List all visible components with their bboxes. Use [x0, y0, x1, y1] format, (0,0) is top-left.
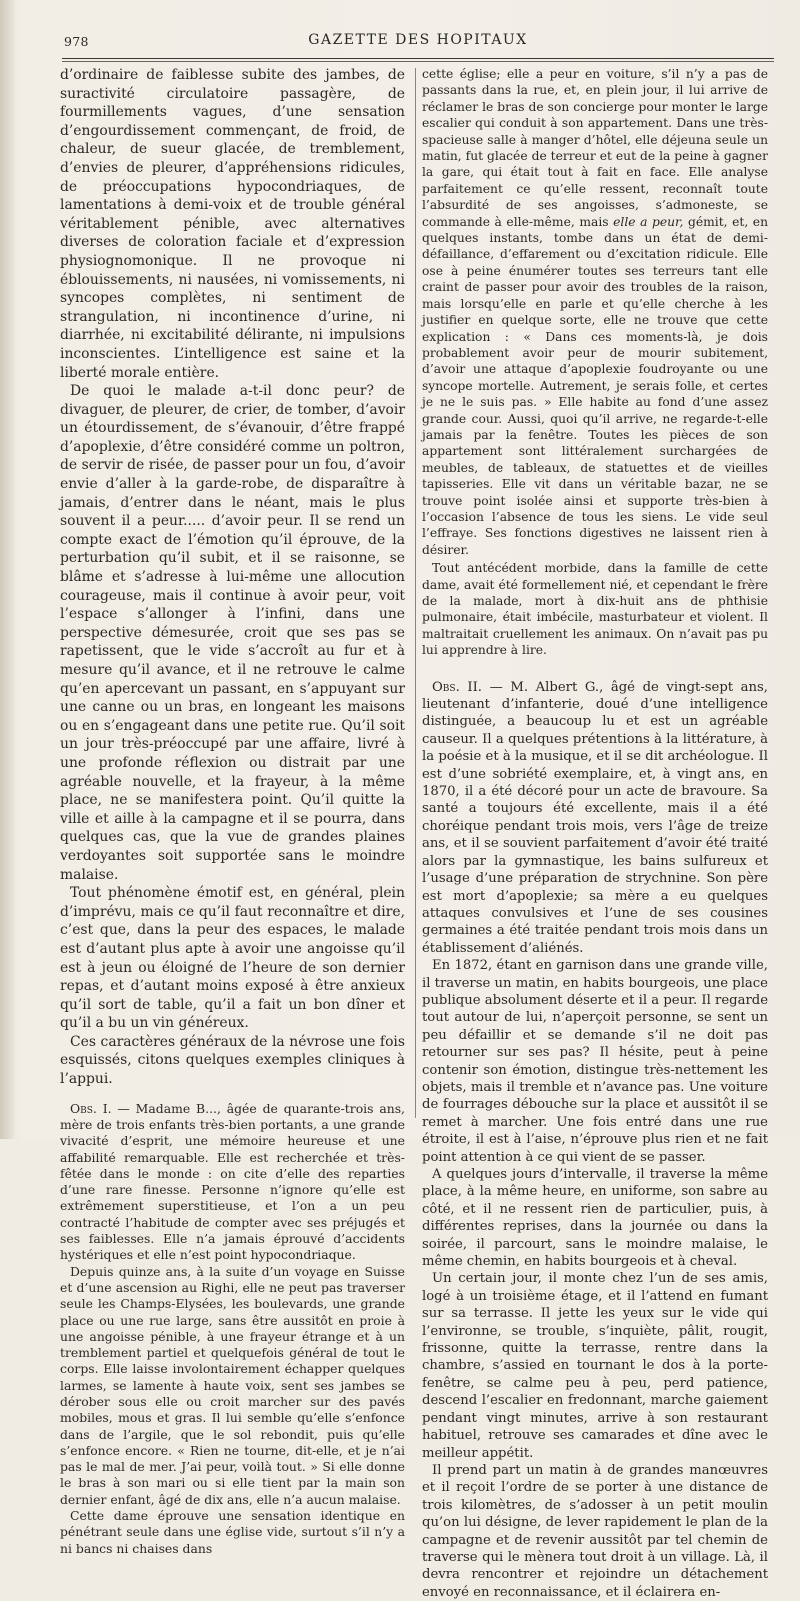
left-column	[60, 66, 405, 1557]
header-rule	[62, 58, 774, 59]
page-number: 978	[64, 34, 89, 49]
paragraph-manoeuvres: Il prend part un matin à de grandes manœuvres et il reçoit l’ordre de se porter à une distance de trois kilomètres, de s’adosser à un petit moulin qu’on lui désigne, de lever rapidement le plan de la campagne et de revenir aussitôt par tel chemin de traverse qui le mènera tout droit à un village. Là, il devra rencontrer et rejoindre un détachement envoyé en reconnaissance, et il éclairera en-	[422, 1462, 768, 1600]
paragraph-fear-of-what: De quoi le malade a-t-il donc peur? de divaguer, de pleurer, de crier, de tomber, d’avoir un étourdissement, de s’évanouir, d’être frappé d’apoplexie, d’être considéré comme un poltron, de servir de risée, de passer pour un fou, d’avoir envie d’aller à la garde-robe, de disparaître à jamais, d’entrer dans le néant, mais le plus souvent il a peur..... d’avoir peur. Il se rend un compte exact de l’émotion qu’il éprouve, de la perturbation qu’il subit, et il se raisonne, se blâme et s’adresse à lui-même une allocution courageuse, mais il continue à avoir peur, voit l’espace s’allonger à l’infini, dans une perspective démesurée, croit que ses pas se rapetissent, que le vide s’accroît au fur et à mesure qu’il avance, et il ne retrouve le calme qu’en apercevant un passant, en s’appuyant sur une canne ou un bras, en longeant les maisons ou en s’engageant dans une petite rue. Qu’il soit un jour très-préoccupé par une affaire, livré à une profonde réflexion ou distrait par une agréable nouvelle, et la frayeur, à la même place, ne se manifestera point. Qu’il quitte la ville et aille à la campagne et il se pourra, dans quelques cas, que la vue de grandes plaines verdoyantes soit supportée sans le moindre malaise.	[60, 383, 405, 883]
paragraph-church-continued	[422, 66, 768, 558]
paragraph-clinical-examples-intro: Ces caractères généraux de la névrose une fois esquissés, citons quelques exemples cliniques à l’appui.	[60, 1033, 405, 1088]
running-title: GAZETTE DES HOPITAUX	[308, 32, 528, 48]
observation-2-label: Obs. II.	[432, 679, 482, 695]
paragraph-terrace: Un certain jour, il monte chez l’un de ses amis, logé à un troisième étage, et il l’attend en fumant sur sa terrasse. Il jette les yeux sur le vide qui l’environne, se trouble, s’inquiète, pâlit, rougit, frissonne, quitte la terrasse, rentre dans la chambre, s’assied en tournant le dos à la porte-fenêtre, se calme peu à peu, perd patience, descend l’escalier en fredonnant, marche gaiement pendant vingt minutes, arrive à son restaurant habituel, retrouve ses camarades et dîne avec le meilleur appétit.	[422, 1271, 768, 1461]
right-column	[422, 66, 768, 1601]
paragraph-empty-church: Cette dame éprouve une sensation identique en pénétrant seule dans une église vide, surtout s’il n’y a ni bancs ni chaises dans	[60, 1508, 405, 1556]
observation-1-label: Obs. I.	[70, 1100, 112, 1116]
header-rule-thin	[62, 61, 774, 62]
paragraph-symptoms: d’ordinaire de faiblesse subite des jambes, de suractivité circulatoire passagère, de fourmillements vagues, d’une sensation d’engourdissement commençant, de froid, de chaleur, de sueur glacée, de tremblement, d’envies de pleurer, d’appréhensions ridicules, de préoccupations hypocondriaques, de lamentations à demi-voix et de trouble général véritablement pénible, avec alternatives diverses de coloration faciale et d’expression physiognomonique. Il ne provoque ni éblouissements, ni nausées, ni vomissements, ni syncopes complètes, ni sentiment de strangulation, ni incontinence d’urine, ni diarrhée, ni excitabilité délirante, ni impulsions inconscientes. L’intelligence est saine et la liberté morale entière.	[60, 67, 405, 381]
paragraph-fifteen-years: Depuis quinze ans, à la suite d’un voyage en Suisse et d’une ascension au Righi, elle ne peut pas traverser seule les Champs-Elysées, les boulevards, une grande place ou une rue large, sans être aussitôt en proie à une angoisse pénible, à une frayeur étrange et à un tremblement partiel et quelquefois général de tout le corps. Elle laisse involontairement échapper quelques larmes, se lamente à haute voix, sent ses jambes se dérober sous elle ou croit marcher sur des pavés mobiles, mous et gras. Il lui semble qu’elle s’enfonce dans de l’argile, que le sol rebondit, puis qu’elle s’enfonce encore. « Rien ne tourne, dit-elle, et je n’ai pas le mal de mer. J’ai peur, voilà tout. » Si elle donne le bras à son mari ou si elle tient par la main son dernier enfant, âgé de dix ans, elle n’a aucun malaise.	[60, 1263, 405, 1507]
binding-edge	[0, 0, 14, 1139]
column-divider	[415, 68, 416, 1118]
paragraph-church-tail: gémit, et, en quelques instants, tombe dans un état de demi-défaillance, d’effarement ou d’excitation ridicule. Elle ose à peine énumérer toutes ses terreurs tant elle craint de passer pour avoir des troubles de la raison, mais lorsqu’elle en parle et qu’elle cherche à les justifier en quelque sorte, elle ne trouve que cette explication : « Dans ces moments-là, je dois probablement avoir peur de mourir subitement, d’avoir une attaque d’apoplexie foudroyante ou une syncope mortelle. Autrement, je serais folle, et certes je ne le suis pas. » Elle habite au fond d’une assez grande cour. Aussi, quoi qu’il arrive, ne regarde-t-elle jamais par la fenêtre. Toutes les pièces de son appartement sont littéralement surchargées de meubles, de tableaux, de statuettes et de vieilles tapisseries. Elle vit dans un véritable bazar, ne se trouve point isolée ainsi et supporte très-bien à l’occasion l’absence de tous les siens. Le vide seul l’effraye. Ses fonctions digestives ne laissent rien à désirer.	[422, 214, 768, 557]
paragraph-family-history: Tout antécédent morbide, dans la famille de cette dame, avait été formellement nié, et cependant le frère de la malade, mort à dix-huit ans de phthisie pulmonaire, était imbécile, masturbateur et violent. Il maltraitait cruellement les animaux. On n’avait pas pu lui apprendre à lire.	[422, 561, 768, 658]
italic-elle-a-peur: elle a peur,	[613, 214, 684, 229]
paragraph-days-later: A quelques jours d’intervalle, il traverse la même place, à la même heure, en uniforme, son sabre au côté, et il ne ressent rien de particulier, puis, à différentes reprises, dans la journée ou dans la soirée, il parcourt, sans le moindre malaise, le même chemin, en habits bourgeois et à cheval.	[422, 1167, 768, 1270]
paragraph-church-text: cette église; elle a peur en voiture, s’il n’y a pas de passants dans la rue, et, en plein jour, il lui arrive de réclamer le bras de son concierge pour monter le large escalier qui conduit à son appartement. Dans une très-spacieuse salle à manger d’hôtel, elle déjeuna seule un matin, fut glacée de terreur et eut de la peine à gagner la gare, qui était tout à fait en face. Elle analyse parfaitement ce qu’elle ressent, reconnaît toute l’absurdité de ses angoisses, s’admoneste, se commande à elle-même, mais	[422, 67, 768, 229]
paragraph-1872: En 1872, étant en garnison dans une grande ville, il traverse un matin, en habits bourgeois, une place publique absolument déserte et il a peur. Il regarde tout autour de lui, n’aperçoit personne, se sent un peu défaillir et se demande s’il ne doit pas retourner sur ses pas? Il hésite, peut à peine contenir son émotion, distingue très-nettement les objets, mais il tremble et n’avance pas. Une voiture de fourrages débouche sur la place et aussitôt il se remet à marcher. Une fois entré dans une rue étroite, il est à l’aise, n’éprouve plus rien et ne fait point attention à ce qui vient de se passer.	[422, 958, 768, 1165]
observation-2	[422, 679, 768, 958]
observation-2-text: — M. Albert G., âgé de vingt-sept ans, lieutenant d’infanterie, doué d’une intelligence distinguée, a beaucoup lu et est un agréable causeur. Il a quelques prétentions à la littérature, à la poésie et à la musique, et il se dit archéologue. Il est d’une sobriété exemplaire, et, à vingt ans, en 1870, il a été décoré pour un acte de bravoure. Sa santé a toujours été excellente, mais il a été choréique pendant trois mois, vers l’âge de treize ans, et il se souvient parfaitement d’avoir été traité alors par la gymnastique, les bains sulfureux et l’usage d’une préparation de strychnine. Son père est mort d’apoplexie; sa mère a eu quelques attaques convulsives et l’une de ses cousines germaines a été traitée pendant trois mois dans un établissement d’aliénés.	[422, 679, 768, 956]
observation-1	[60, 1101, 405, 1264]
paragraph-emotive-phenomenon: Tout phénomène émotif est, en général, plein d’imprévu, mais ce qu’il faut reconnaître et dire, c’est que, dans la peur des espaces, le malade est d’autant plus apte à avoir une angoisse qu’il est à jeun ou éloigné de l’heure de son dernier repas, et d’autant moins exposé à être anxieux qu’il sort de table, qu’il a fait un bon dîner et qu’il a bu un vin généreux.	[60, 885, 405, 1032]
page-header	[62, 28, 774, 52]
observation-1-text: — Madame B..., âgée de quarante-trois ans, mère de trois enfants très-bien portants, a une grande vivacité d’esprit, une mémoire heureuse et une affabilité remarquable. Elle est recherchée et très-fêtée dans le monde : on cite d’elle des reparties d’une rare finesse. Personne n’ignore qu’elle est extrêmement superstitieuse, et l’on a un peu contracté l’habitude de compter avec ses préjugés et ses faiblesses. Elle n’a jamais éprouvé d’accidents hystériques et elle n’est point hypocondriaque.	[60, 1100, 405, 1263]
